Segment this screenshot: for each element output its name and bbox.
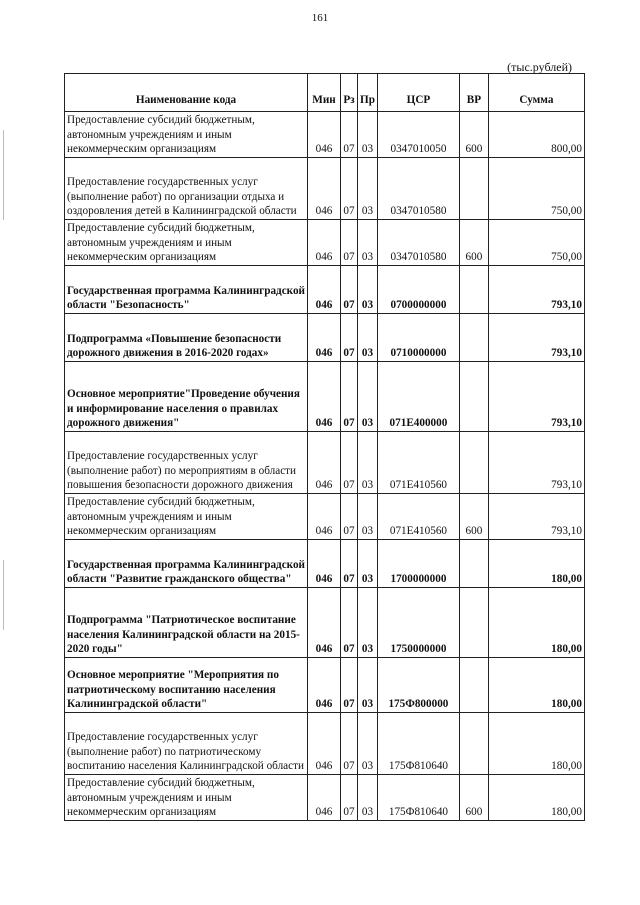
- header-vr: ВР: [459, 74, 488, 112]
- row-csr-cell: 1700000000: [377, 540, 459, 588]
- row-csr-cell: 175Ф810640: [377, 713, 459, 775]
- row-rz-cell: 07: [341, 432, 358, 494]
- row-min-cell: 046: [308, 220, 341, 266]
- table-row: [65, 314, 585, 362]
- table-row: [65, 494, 585, 540]
- row-vr-cell: 600: [459, 494, 488, 540]
- budget-table: [64, 73, 585, 821]
- row-sum-cell: 180,00: [488, 658, 584, 713]
- row-min-cell: 046: [308, 158, 341, 220]
- row-rz-cell: 07: [341, 220, 358, 266]
- row-name-cell: Предоставление субсидий бюджетным, автономным учреждениям и иным некоммерческим организациям: [65, 494, 308, 540]
- row-sum-cell: 750,00: [488, 220, 584, 266]
- row-rz-cell: 07: [341, 775, 358, 821]
- row-vr-cell: [459, 540, 488, 588]
- row-name-cell: Предоставление государственных услуг (выполнение работ) по мероприятиям в области повышения безопасности дорожного движения: [65, 432, 308, 494]
- table-row: [65, 158, 585, 220]
- row-min-cell: 046: [308, 588, 341, 658]
- row-rz-cell: 07: [341, 112, 358, 158]
- row-csr-cell: 071Е410560: [377, 494, 459, 540]
- row-name-cell: Основное мероприятие "Мероприятия по патриотическому воспитанию населения Калининградской области": [65, 658, 308, 713]
- row-pr-cell: 03: [358, 713, 378, 775]
- row-vr-cell: 600: [459, 775, 488, 821]
- row-min-cell: 046: [308, 432, 341, 494]
- row-csr-cell: 175Ф800000: [377, 658, 459, 713]
- row-pr-cell: 03: [358, 432, 378, 494]
- row-vr-cell: [459, 158, 488, 220]
- row-name-cell: Предоставление субсидий бюджетным, автономным учреждениям и иным некоммерческим организациям: [65, 775, 308, 821]
- row-csr-cell: 0347010050: [377, 112, 459, 158]
- row-min-cell: 046: [308, 112, 341, 158]
- row-sum-cell: 793,10: [488, 266, 584, 314]
- row-csr-cell: 175Ф810640: [377, 775, 459, 821]
- row-rz-cell: 07: [341, 713, 358, 775]
- row-pr-cell: 03: [358, 775, 378, 821]
- row-min-cell: 046: [308, 362, 341, 432]
- row-sum-cell: 180,00: [488, 713, 584, 775]
- row-pr-cell: 03: [358, 362, 378, 432]
- row-vr-cell: [459, 362, 488, 432]
- row-rz-cell: 07: [341, 362, 358, 432]
- header-pr: Пр: [358, 74, 378, 112]
- row-vr-cell: [459, 432, 488, 494]
- scan-edge-mark: [3, 130, 4, 220]
- row-name-cell: Предоставление субсидий бюджетным, автономным учреждениям и иным некоммерческим организациям: [65, 220, 308, 266]
- table-row: [65, 432, 585, 494]
- row-pr-cell: 03: [358, 588, 378, 658]
- page-number: 161: [311, 12, 329, 24]
- row-min-cell: 046: [308, 658, 341, 713]
- row-vr-cell: 600: [459, 220, 488, 266]
- row-sum-cell: 750,00: [488, 158, 584, 220]
- table-row: [65, 266, 585, 314]
- row-name-cell: Государственная программа Калининградской области "Развитие гражданского общества": [65, 540, 308, 588]
- row-csr-cell: 071Е400000: [377, 362, 459, 432]
- row-name-cell: Предоставление государственных услуг (выполнение работ) по организации отдыха и оздоровления детей в Калининградской области: [65, 158, 308, 220]
- row-vr-cell: [459, 266, 488, 314]
- row-name-cell: Предоставление субсидий бюджетным, автономным учреждениям и иным некоммерческим организациям: [65, 112, 308, 158]
- row-min-cell: 046: [308, 266, 341, 314]
- row-min-cell: 046: [308, 540, 341, 588]
- row-rz-cell: 07: [341, 658, 358, 713]
- row-vr-cell: [459, 658, 488, 713]
- scan-edge-mark: [3, 560, 4, 630]
- row-csr-cell: 0710000000: [377, 314, 459, 362]
- row-sum-cell: 793,10: [488, 314, 584, 362]
- row-rz-cell: 07: [341, 158, 358, 220]
- row-min-cell: 046: [308, 494, 341, 540]
- row-pr-cell: 03: [358, 112, 378, 158]
- row-min-cell: 046: [308, 314, 341, 362]
- row-pr-cell: 03: [358, 266, 378, 314]
- table-row: [65, 362, 585, 432]
- row-vr-cell: [459, 713, 488, 775]
- row-vr-cell: 600: [459, 112, 488, 158]
- row-sum-cell: 793,10: [488, 432, 584, 494]
- table-row: [65, 713, 585, 775]
- row-name-cell: Предоставление государственных услуг (выполнение работ) по патриотическому воспитанию населения Калининградской области: [65, 713, 308, 775]
- table-row: [65, 540, 585, 588]
- table-header-row: [65, 74, 585, 112]
- row-sum-cell: 793,10: [488, 494, 584, 540]
- row-min-cell: 046: [308, 713, 341, 775]
- row-csr-cell: 0700000000: [377, 266, 459, 314]
- header-sum: Сумма: [488, 74, 584, 112]
- row-name-cell: Подпрограмма «Повышение безопасности дорожного движения в 2016-2020 годах»: [65, 314, 308, 362]
- row-rz-cell: 07: [341, 588, 358, 658]
- row-vr-cell: [459, 588, 488, 658]
- header-csr: ЦСР: [377, 74, 459, 112]
- row-rz-cell: 07: [341, 266, 358, 314]
- row-pr-cell: 03: [358, 158, 378, 220]
- row-sum-cell: 800,00: [488, 112, 584, 158]
- row-csr-cell: 1750000000: [377, 588, 459, 658]
- row-sum-cell: 180,00: [488, 540, 584, 588]
- row-rz-cell: 07: [341, 540, 358, 588]
- table-row: [65, 220, 585, 266]
- row-name-cell: Основное мероприятие"Проведение обучения и информирование населения о правилах дорожного движения": [65, 362, 308, 432]
- units-label: (тыс.рублей): [507, 60, 572, 74]
- table-row: [65, 775, 585, 821]
- row-rz-cell: 07: [341, 494, 358, 540]
- table-row: [65, 112, 585, 158]
- row-sum-cell: 180,00: [488, 588, 584, 658]
- row-min-cell: 046: [308, 775, 341, 821]
- table-row: [65, 588, 585, 658]
- row-csr-cell: 0347010580: [377, 158, 459, 220]
- header-name: Наименование кода: [65, 74, 308, 112]
- row-rz-cell: 07: [341, 314, 358, 362]
- row-csr-cell: 071Е410560: [377, 432, 459, 494]
- header-rz: Рз: [341, 74, 358, 112]
- row-vr-cell: [459, 314, 488, 362]
- row-sum-cell: 793,10: [488, 362, 584, 432]
- row-sum-cell: 180,00: [488, 775, 584, 821]
- row-name-cell: Государственная программа Калининградской области "Безопасность": [65, 266, 308, 314]
- table-row: [65, 658, 585, 713]
- row-pr-cell: 03: [358, 314, 378, 362]
- row-name-cell: Подпрограмма "Патриотическое воспитание населения Калининградской области на 2015-2020 годы": [65, 588, 308, 658]
- header-min: Мин: [308, 74, 341, 112]
- row-pr-cell: 03: [358, 658, 378, 713]
- row-pr-cell: 03: [358, 540, 378, 588]
- row-pr-cell: 03: [358, 494, 378, 540]
- row-csr-cell: 0347010580: [377, 220, 459, 266]
- row-pr-cell: 03: [358, 220, 378, 266]
